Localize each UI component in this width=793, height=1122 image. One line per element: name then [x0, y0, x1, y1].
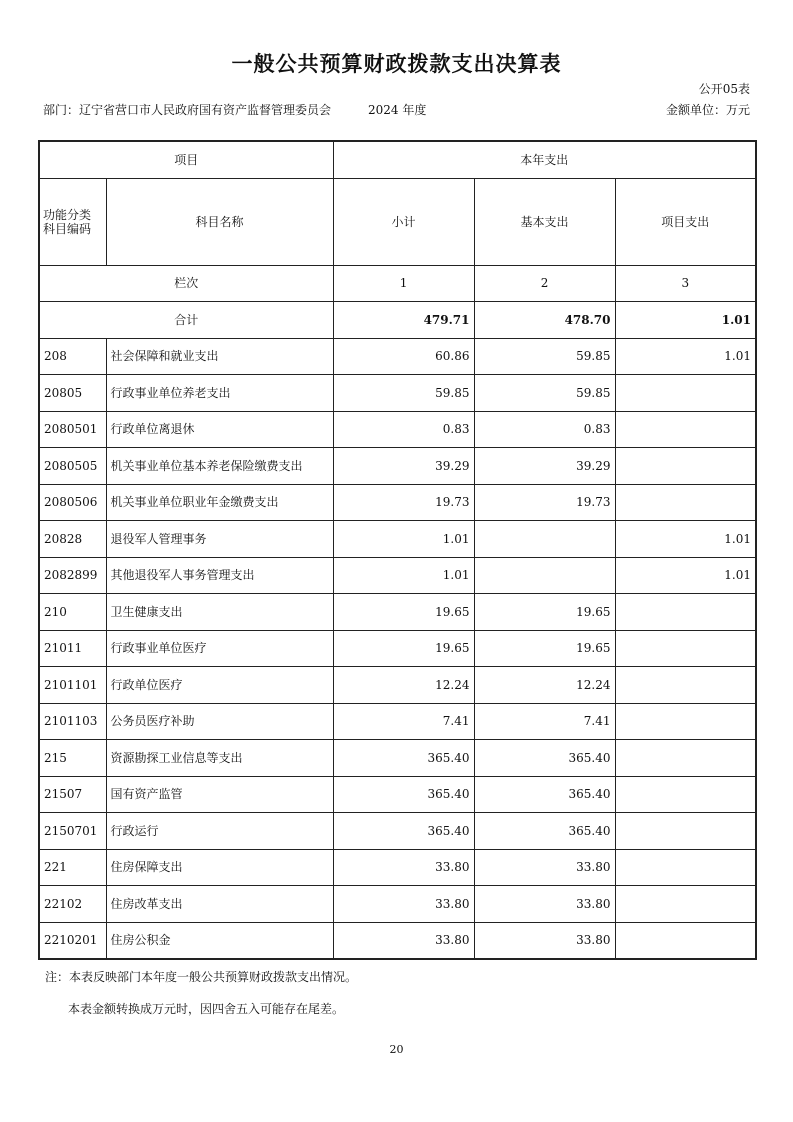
form-number: 公开05表: [698, 82, 750, 96]
row-basic: 19.65: [474, 630, 615, 667]
row-project: 1.01: [615, 338, 756, 375]
row-subtotal: 365.40: [333, 740, 474, 777]
row-project: [615, 448, 756, 485]
row-subtotal: 0.83: [333, 411, 474, 448]
total-basic: 478.70: [474, 302, 615, 339]
row-name: 住房改革支出: [106, 886, 333, 923]
row-name: 退役军人管理事务: [106, 521, 333, 558]
expenditure-table: [38, 140, 757, 960]
row-basic: 33.80: [474, 886, 615, 923]
row-project: [615, 630, 756, 667]
row-code: 21507: [39, 776, 106, 813]
row-subtotal: 33.80: [333, 849, 474, 886]
row-code: 208: [39, 338, 106, 375]
table-row: [39, 740, 756, 777]
row-code: 2101103: [39, 703, 106, 740]
row-basic: 33.80: [474, 849, 615, 886]
row-subtotal: 1.01: [333, 521, 474, 558]
header-current-expense: 本年支出: [333, 141, 756, 178]
header-subtotal: 小计: [333, 178, 474, 265]
row-code: 215: [39, 740, 106, 777]
table-row: [39, 667, 756, 704]
row-project: [615, 375, 756, 412]
row-name: 机关事业单位基本养老保险缴费支出: [106, 448, 333, 485]
row-name: 行政事业单位医疗: [106, 630, 333, 667]
column-number-2: 2: [474, 265, 615, 302]
table-row: [39, 922, 756, 959]
row-project: [615, 922, 756, 959]
row-name: 行政运行: [106, 813, 333, 850]
row-code: 2080501: [39, 411, 106, 448]
row-name: 行政单位离退休: [106, 411, 333, 448]
note-line-2: 本表金额转换成万元时，因四舍五入可能存在尾差。: [68, 1002, 345, 1016]
row-name: 其他退役军人事务管理支出: [106, 557, 333, 594]
row-project: [615, 703, 756, 740]
table-row: [39, 776, 756, 813]
row-name: 公务员医疗补助: [106, 703, 333, 740]
row-subtotal: 7.41: [333, 703, 474, 740]
page-title: 一般公共预算财政拨款支出决算表: [231, 52, 562, 76]
row-subtotal: 19.73: [333, 484, 474, 521]
row-code: 2150701: [39, 813, 106, 850]
row-code: 2080505: [39, 448, 106, 485]
row-project: [615, 484, 756, 521]
header-basic: 基本支出: [474, 178, 615, 265]
row-project: [615, 813, 756, 850]
table-row: [39, 521, 756, 558]
header-name: 科目名称: [106, 178, 333, 265]
row-subtotal: 19.65: [333, 630, 474, 667]
table-row: [39, 557, 756, 594]
row-name: 住房保障支出: [106, 849, 333, 886]
row-subtotal: 33.80: [333, 922, 474, 959]
row-name: 卫生健康支出: [106, 594, 333, 631]
row-basic: [474, 521, 615, 558]
row-code: 2210201: [39, 922, 106, 959]
row-subtotal: 39.29: [333, 448, 474, 485]
row-code: 21011: [39, 630, 106, 667]
row-basic: 59.85: [474, 338, 615, 375]
row-basic: 0.83: [474, 411, 615, 448]
row-project: [615, 667, 756, 704]
department-label: 部门：辽宁省营口市人民政府国有资产监督管理委员会: [43, 103, 332, 117]
row-project: 1.01: [615, 521, 756, 558]
row-basic: 365.40: [474, 740, 615, 777]
row-name: 资源勘探工业信息等支出: [106, 740, 333, 777]
row-basic: 365.40: [474, 813, 615, 850]
row-name: 行政单位医疗: [106, 667, 333, 704]
row-subtotal: 59.85: [333, 375, 474, 412]
header-column-no: 栏次: [39, 265, 333, 302]
header-code: 功能分类科目编码: [39, 178, 106, 265]
row-basic: [474, 557, 615, 594]
row-subtotal: 365.40: [333, 776, 474, 813]
table-row: [39, 375, 756, 412]
row-code: 221: [39, 849, 106, 886]
header-item: 项目: [39, 141, 333, 178]
total-label: 合计: [39, 302, 333, 339]
row-subtotal: 12.24: [333, 667, 474, 704]
row-project: [615, 740, 756, 777]
row-project: [615, 776, 756, 813]
total-subtotal: 479.71: [333, 302, 474, 339]
row-basic: 19.73: [474, 484, 615, 521]
row-subtotal: 60.86: [333, 338, 474, 375]
row-project: [615, 594, 756, 631]
table-row: [39, 484, 756, 521]
row-code: 2080506: [39, 484, 106, 521]
fiscal-year: 2024 年度: [368, 103, 427, 117]
row-code: 2101101: [39, 667, 106, 704]
table-row: [39, 338, 756, 375]
row-name: 社会保障和就业支出: [106, 338, 333, 375]
total-row: [39, 302, 756, 339]
table-row: [39, 411, 756, 448]
row-project: [615, 411, 756, 448]
row-project: 1.01: [615, 557, 756, 594]
row-basic: 39.29: [474, 448, 615, 485]
row-basic: 12.24: [474, 667, 615, 704]
row-code: 20828: [39, 521, 106, 558]
row-name: 行政事业单位养老支出: [106, 375, 333, 412]
row-basic: 7.41: [474, 703, 615, 740]
row-name: 机关事业单位职业年金缴费支出: [106, 484, 333, 521]
row-basic: 59.85: [474, 375, 615, 412]
header-project: 项目支出: [615, 178, 756, 265]
table-row: [39, 703, 756, 740]
table-row: [39, 813, 756, 850]
column-number-3: 3: [615, 265, 756, 302]
row-subtotal: 33.80: [333, 886, 474, 923]
total-project: 1.01: [615, 302, 756, 339]
note-line-1: 注：本表反映部门本年度一般公共预算财政拨款支出情况。: [45, 970, 358, 984]
row-code: 20805: [39, 375, 106, 412]
row-name: 住房公积金: [106, 922, 333, 959]
row-basic: 365.40: [474, 776, 615, 813]
row-project: [615, 849, 756, 886]
table-row: [39, 594, 756, 631]
row-code: 22102: [39, 886, 106, 923]
row-basic: 19.65: [474, 594, 615, 631]
column-number-1: 1: [333, 265, 474, 302]
row-code: 2082899: [39, 557, 106, 594]
row-subtotal: 19.65: [333, 594, 474, 631]
table-row: [39, 448, 756, 485]
row-name: 国有资产监管: [106, 776, 333, 813]
table-row: [39, 849, 756, 886]
table-row: [39, 630, 756, 667]
row-basic: 33.80: [474, 922, 615, 959]
page-number: 20: [389, 1043, 404, 1056]
row-project: [615, 886, 756, 923]
row-code: 210: [39, 594, 106, 631]
row-subtotal: 1.01: [333, 557, 474, 594]
row-subtotal: 365.40: [333, 813, 474, 850]
table-row: [39, 886, 756, 923]
amount-unit: 金额单位：万元: [665, 103, 750, 117]
